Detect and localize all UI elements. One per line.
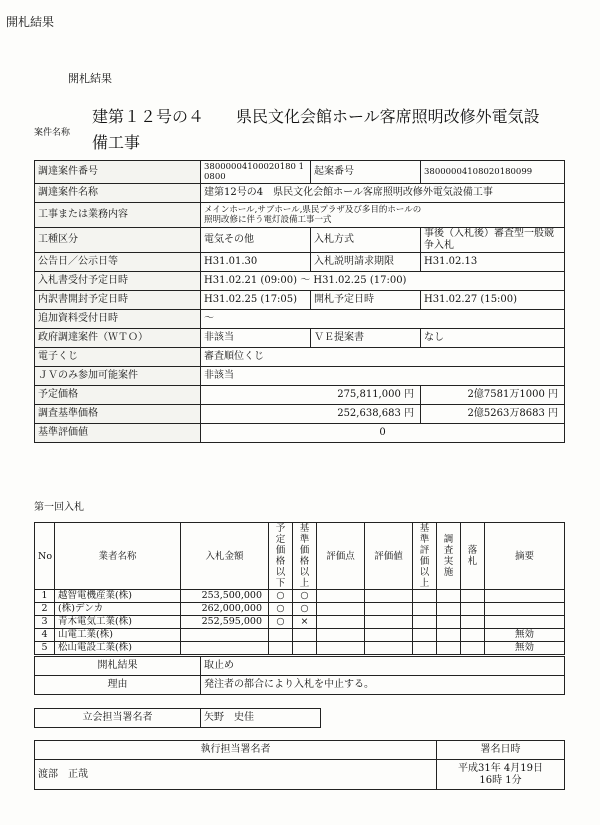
breakdown-value: H31.02.25 (17:05): [201, 291, 311, 310]
breakdown-label: 内訳書開封予定日時: [35, 291, 201, 310]
wto-label: 政府調達案件（ＷＴＯ）: [35, 329, 201, 348]
planned-price-kanji: 2億7581万1000 円: [421, 386, 565, 405]
col-base-eval-1: 基準: [419, 523, 430, 545]
sign-date-line1: 平成31年 4月19日: [458, 762, 543, 774]
col-base-eval-2: 評価: [419, 545, 430, 567]
bid-planned: [269, 629, 293, 642]
survey-price-kanji: 2億5263万8683 円: [421, 405, 565, 424]
col-name: 業者名称: [55, 523, 181, 590]
case-name-label: 案件名称: [34, 128, 71, 138]
eval-label: 基準評価値: [35, 424, 201, 443]
bid-name: (株)デンカ: [55, 603, 181, 616]
jv-value: 非該当: [201, 367, 565, 386]
bid-no: 1: [35, 590, 55, 603]
bid-base: [293, 629, 317, 642]
case-name-label-cell: 調達案件名称: [35, 184, 201, 203]
procurement-no: 38000004100020180 10800: [201, 161, 311, 184]
executor-table: [34, 740, 565, 790]
receipt-value: H31.02.21 (09:00) 〜 H31.02.25 (17:00): [201, 272, 565, 291]
jv-label: ＪＶのみ参加可能案件: [35, 367, 201, 386]
planned-price-label: 予定価格: [35, 386, 201, 405]
method-line1: 事後（入札後）審査型一般競: [424, 228, 554, 239]
executor-name: 渡部 正哉: [35, 760, 437, 790]
work-label: 工事または業務内容: [35, 203, 201, 228]
bid-no: 2: [35, 603, 55, 616]
opening-label: 開札予定日時: [311, 291, 421, 310]
table-row: [35, 603, 565, 616]
round-label: 第一回入札: [34, 502, 84, 513]
work-line2: 照明改修に伴う電灯設備工事一式: [204, 215, 332, 225]
witness-name: 矢野 史佳: [201, 709, 321, 728]
col-base-eval: [413, 523, 437, 590]
bid-note: [485, 616, 565, 629]
bid-planned: ○: [269, 590, 293, 603]
sign-date-label: 署名日時: [437, 741, 565, 760]
announce-value: H31.01.30: [201, 253, 311, 272]
col-planned-1: 予定: [275, 523, 286, 545]
case-info-table: [34, 160, 565, 443]
procurement-no-label: 調達案件番号: [35, 161, 201, 184]
eval-value: 0: [201, 424, 565, 443]
work-line1: メインホール,サブホール,県民プラザ及び多目的ホールの: [204, 205, 422, 215]
bid-base: ○: [293, 603, 317, 616]
table-row: [35, 616, 565, 629]
bid-note: 無効: [485, 629, 565, 642]
bid-name: 青木電気工業(株): [55, 616, 181, 629]
bid-planned: [269, 642, 293, 655]
result-value: 取止め: [201, 657, 565, 676]
col-amount: 入札金額: [181, 523, 269, 590]
explain-label: 入札説明請求期限: [311, 253, 421, 272]
bid-name: 越智電機産業(株): [55, 590, 181, 603]
ve-value: なし: [421, 329, 565, 348]
lottery-label: 電子くじ: [35, 348, 201, 367]
col-base-eval-3: 以上: [419, 567, 430, 589]
result-label: 開札結果: [35, 657, 201, 676]
bid-note: [485, 590, 565, 603]
col-base-3: 以上: [299, 567, 310, 589]
bid-note: [485, 603, 565, 616]
col-survey: [437, 523, 461, 590]
type-label: 工種区分: [35, 228, 201, 253]
survey-price-label: 調査基準価格: [35, 405, 201, 424]
reason-label: 理由: [35, 676, 201, 695]
proposal-no: 38000004108020180099: [421, 161, 565, 184]
ve-label: ＶＥ提案書: [311, 329, 421, 348]
lottery-value: 審査順位くじ: [201, 348, 565, 367]
bid-no: 5: [35, 642, 55, 655]
bid-no: 4: [35, 629, 55, 642]
bid-name: 山電工業(株): [55, 629, 181, 642]
opening-value: H31.02.27 (15:00): [421, 291, 565, 310]
bid-base: ○: [293, 590, 317, 603]
bid-note: 無効: [485, 642, 565, 655]
col-planned: [269, 523, 293, 590]
sign-date-line2: 16時 1分: [479, 774, 522, 786]
section-title: 開札結果: [68, 72, 112, 85]
explain-value: H31.02.13: [421, 253, 565, 272]
type-value: 電気その他: [201, 228, 311, 253]
bid-name: 松山電設工業(株): [55, 642, 181, 655]
page-header: 開札結果: [6, 15, 55, 29]
col-win: 落札: [461, 523, 485, 590]
bid-planned: ○: [269, 603, 293, 616]
table-row: [35, 642, 565, 655]
work-content: [201, 203, 565, 228]
announce-label: 公告日／公示日等: [35, 253, 201, 272]
reason-value: 発注者の都合により入札を中止する。: [201, 676, 565, 695]
case-name-title: [92, 104, 592, 156]
method-value: [421, 228, 565, 253]
survey-price: 252,638,683 円: [201, 405, 421, 424]
col-planned-2: 価格: [275, 545, 286, 567]
bid-amount: 262,000,000: [181, 603, 269, 616]
witness-table: [34, 708, 321, 728]
bid-amount: [181, 629, 269, 642]
col-base-1: 基準: [299, 523, 310, 545]
sign-date: [437, 760, 565, 790]
col-survey-1: 調査: [443, 534, 454, 556]
witness-label: 立会担当署名者: [35, 709, 201, 728]
wto-value: 非該当: [201, 329, 311, 348]
col-planned-3: 以下: [275, 567, 286, 589]
bid-amount: 252,595,000: [181, 616, 269, 629]
case-name-value: 建第12号の4 県民文化会館ホール客席照明改修外電気設備工事: [201, 184, 565, 203]
proposal-no-label: 起案番号: [311, 161, 421, 184]
bid-planned: ○: [269, 616, 293, 629]
col-survey-2: 実施: [443, 556, 454, 578]
bid-no: 3: [35, 616, 55, 629]
case-name-line2: 備工事: [92, 133, 141, 152]
additional-value: 〜: [201, 310, 565, 329]
bids-table: [34, 522, 565, 655]
col-base-2: 価格: [299, 545, 310, 567]
bid-base: ×: [293, 616, 317, 629]
bid-amount: 253,500,000: [181, 590, 269, 603]
result-table: [34, 656, 565, 695]
table-row: [35, 629, 565, 642]
bid-amount: [181, 642, 269, 655]
col-no: No: [35, 523, 55, 590]
additional-label: 追加資料受付日時: [35, 310, 201, 329]
col-score: 評価点: [317, 523, 365, 590]
col-note: 摘要: [485, 523, 565, 590]
method-line2: 争入札: [424, 240, 454, 251]
col-base: [293, 523, 317, 590]
table-row: [35, 590, 565, 603]
executor-label: 執行担当署名者: [35, 741, 437, 760]
case-name-line1: 建第１２号の４ 県民文化会館ホール客席照明改修外電気設: [92, 107, 540, 126]
bid-base: [293, 642, 317, 655]
planned-price: 275,811,000 円: [201, 386, 421, 405]
receipt-label: 入札書受付予定日時: [35, 272, 201, 291]
method-label: 入札方式: [311, 228, 421, 253]
col-value: 評価値: [365, 523, 413, 590]
